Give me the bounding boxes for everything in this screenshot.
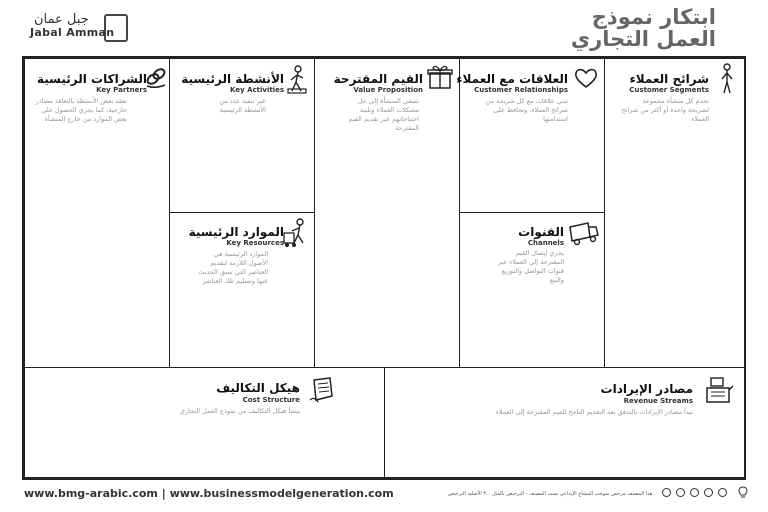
key-activities-title: الأنشطة الرئيسية <box>181 72 284 86</box>
logo-arabic-text: جبل عمان <box>34 12 89 27</box>
customer-segments-title: شرائح العملاء <box>629 72 709 86</box>
value-proposition-subtitle: Value Proposition <box>353 86 423 94</box>
revenue-streams-subtitle: Revenue Streams <box>623 397 693 405</box>
key-activities-description: عبر تنفيذ عدد من الأنشطة الرئيسية <box>219 97 266 114</box>
footer-license-text: هذا المصنف مرخص بموجب المشاع الإبداعي نسب المصنف - الترخيص بالمثل ٣.٠ الأصلية الترخيص <box>448 491 653 497</box>
block-key-partners <box>24 58 170 368</box>
block-customer-relationships <box>456 58 605 213</box>
key-partners-title: الشراكات الرئيسية <box>36 72 147 86</box>
forklift-worker-icon <box>282 217 308 249</box>
heart-icon <box>574 67 598 89</box>
block-value-proposition <box>314 58 460 368</box>
channels-description: يجري إيصال القيم المقترحة إلى العملاء عبر قنوات التواصل والتوزيع والبيع <box>497 249 564 284</box>
key-resources-subtitle: Key Resources <box>226 239 284 247</box>
business-model-canvas <box>22 56 746 480</box>
revenue-streams-title: مصادر الإيرادات <box>600 382 693 396</box>
worker-icon <box>286 65 308 95</box>
cost-structure-subtitle: Cost Structure <box>242 396 300 404</box>
page-title <box>516 6 716 50</box>
customer-segments-subtitle: Customer Segments <box>629 86 709 94</box>
key-resources-description: الموارد الرئيسية هي الأصول اللازمة لتقديم العناصر التي سبق الحديث عنها وتسليم تلك العناصر <box>198 250 268 285</box>
sa-icon <box>690 488 699 497</box>
customer-relationships-description: تبني علاقات مع كل شريحة من شرائح العملاء، وتحافظ على استدامتها <box>485 97 568 123</box>
cost-structure-description: ينشأ هيكل التكاليف من نموذج العمل التجاري <box>179 407 300 415</box>
channels-subtitle: Channels <box>527 239 564 247</box>
truck-icon <box>568 221 600 247</box>
logo-english-text: Jabal Amman <box>30 26 115 39</box>
page-title-line1: ابتكار نموذج <box>591 5 716 29</box>
value-proposition-description: تسعى المنشأة إلى حل مشكلات العملاء وتلبية احتياجاتهم عبر تقديم القيم المقترحة <box>348 97 419 132</box>
value-proposition-title: القيم المقترحة <box>333 72 423 86</box>
key-activities-subtitle: Key Activities <box>230 86 284 94</box>
block-key-resources <box>169 212 315 368</box>
page-title-line2: العمل التجاري <box>570 27 716 51</box>
revenue-streams-description: تبدأ مصادر الإيرادات بالتدفق بعد التقديم الناجح للقيم المقترحة إلى العملاء <box>495 408 693 416</box>
cost-structure-title: هيكل التكاليف <box>216 381 300 395</box>
channels-title: القنوات <box>518 225 564 239</box>
footer-links: www.bmg-arabic.com | www.businessmodelgeneration.com <box>24 487 394 500</box>
customer-relationships-subtitle: Customer Relationships <box>474 86 568 94</box>
customer-segments-description: تخدم كل منشأة مجموعة لشريحة واحدة أو أكثر من شرائح العملاء <box>621 97 709 123</box>
cash-register-icon <box>703 374 735 406</box>
by-icon <box>676 488 685 497</box>
chain-link-icon <box>145 65 167 89</box>
key-resources-title: الموارد الرئيسية <box>188 225 284 239</box>
block-channels <box>459 212 605 368</box>
block-cost-structure <box>24 367 385 478</box>
block-revenue-streams <box>384 367 746 478</box>
receipt-icon <box>308 376 336 404</box>
info-icon <box>718 488 727 497</box>
gift-box-icon <box>427 64 453 90</box>
customer-relationships-title: العلاقات مع العملاء <box>456 72 568 86</box>
share-icon <box>704 488 713 497</box>
block-customer-segments <box>604 58 746 368</box>
block-key-activities <box>169 58 315 213</box>
key-partners-subtitle: Key Partners <box>96 86 147 94</box>
lightbulb-icon <box>738 486 748 498</box>
key-partners-description: تعقد بعض الأنشطة بالتعاقد مصادر خارجية، كما يجري الحصول على بعض الموارد من خارج المنشأة <box>35 97 127 123</box>
cc-icon <box>662 488 671 497</box>
person-icon <box>719 63 735 95</box>
